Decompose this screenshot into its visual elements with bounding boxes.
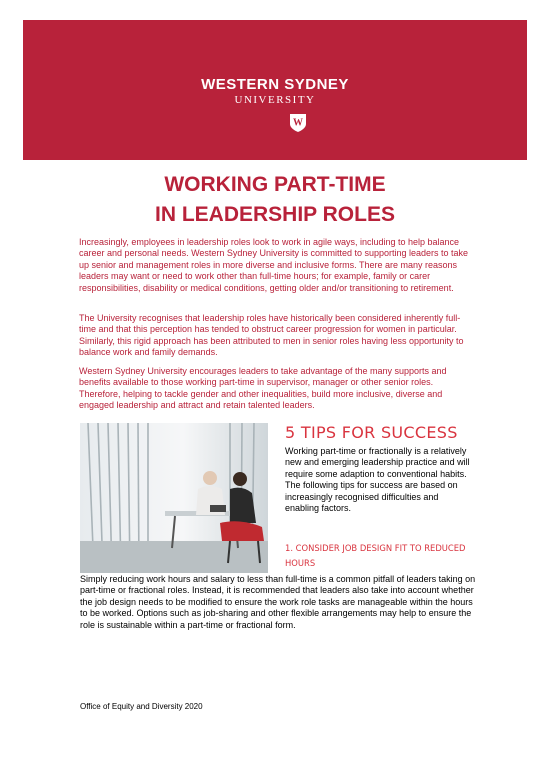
intro-paragraph: Increasingly, employees in leadership roles look to work in agile ways, including to help balance career and personal needs. Western Sydney University is committed to supporting leaders to take up senior and management roles in more diverse and inclusive forms. There are many reasons leaders may want or need to work other than full-time hours; for example, family or carer responsibilities, disability or medical conditions, getting older and/or transitioning to retirement.: [79, 237, 469, 293]
intro-paragraph: The University recognises that leadership roles have historically been considered inherently full-time and that this perception has tended to obstruct career progression for women in particular. Similarly, this rigid approach has been attributed to men in senior roles having less opportunity to balance work and family demands.: [79, 313, 464, 358]
page-title-line2: IN LEADERSHIP ROLES: [155, 203, 395, 226]
tip-1-body: Simply reducing work hours and salary to less than full-time is a common pitfall of leaders taking on part-time or fractional roles. Instead, it is recommended that leaders also take into account whether the job design needs to be modified to ensure the work role tasks are manageable within the hours to be worked. Options such as job-sharing and other flexible arrangements may help to ensure the role is sustainable within a part-time or fractional form.: [80, 574, 476, 630]
svg-text:W: W: [293, 117, 303, 129]
page-title-line1: WORKING PART-TIME: [164, 173, 386, 196]
office-photo: [80, 423, 268, 573]
logo-subtitle: UNIVERSITY: [234, 94, 316, 106]
intro-paragraph: Western Sydney University encourages leaders to take advantage of the many supports and benefits available to those working part-time in supervisor, manager or other senior roles. Therefore, helping to tackle gender and other inequalities, build more inclusive, diverse and engaged leadership and attract and retain talented leaders.: [79, 366, 447, 411]
tips-heading: 5 TIPS FOR SUCCESS: [285, 423, 458, 442]
tips-intro: Working part-time or fractionally is a relatively new and emerging leadership practice and will require some adaption to conventional habits. The following tips for success are based on increasingly recognised difficulties and enabling factors.: [285, 446, 470, 514]
footer-text: Office of Equity and Diversity 2020: [80, 702, 203, 711]
header-banner: [23, 20, 527, 160]
tip-1-heading: 1. CONSIDER JOB DESIGN FIT TO REDUCED HOURS: [285, 543, 466, 568]
logo-wordmark: WESTERN SYDNEY: [201, 76, 349, 93]
shield-logo-icon: [289, 113, 307, 133]
